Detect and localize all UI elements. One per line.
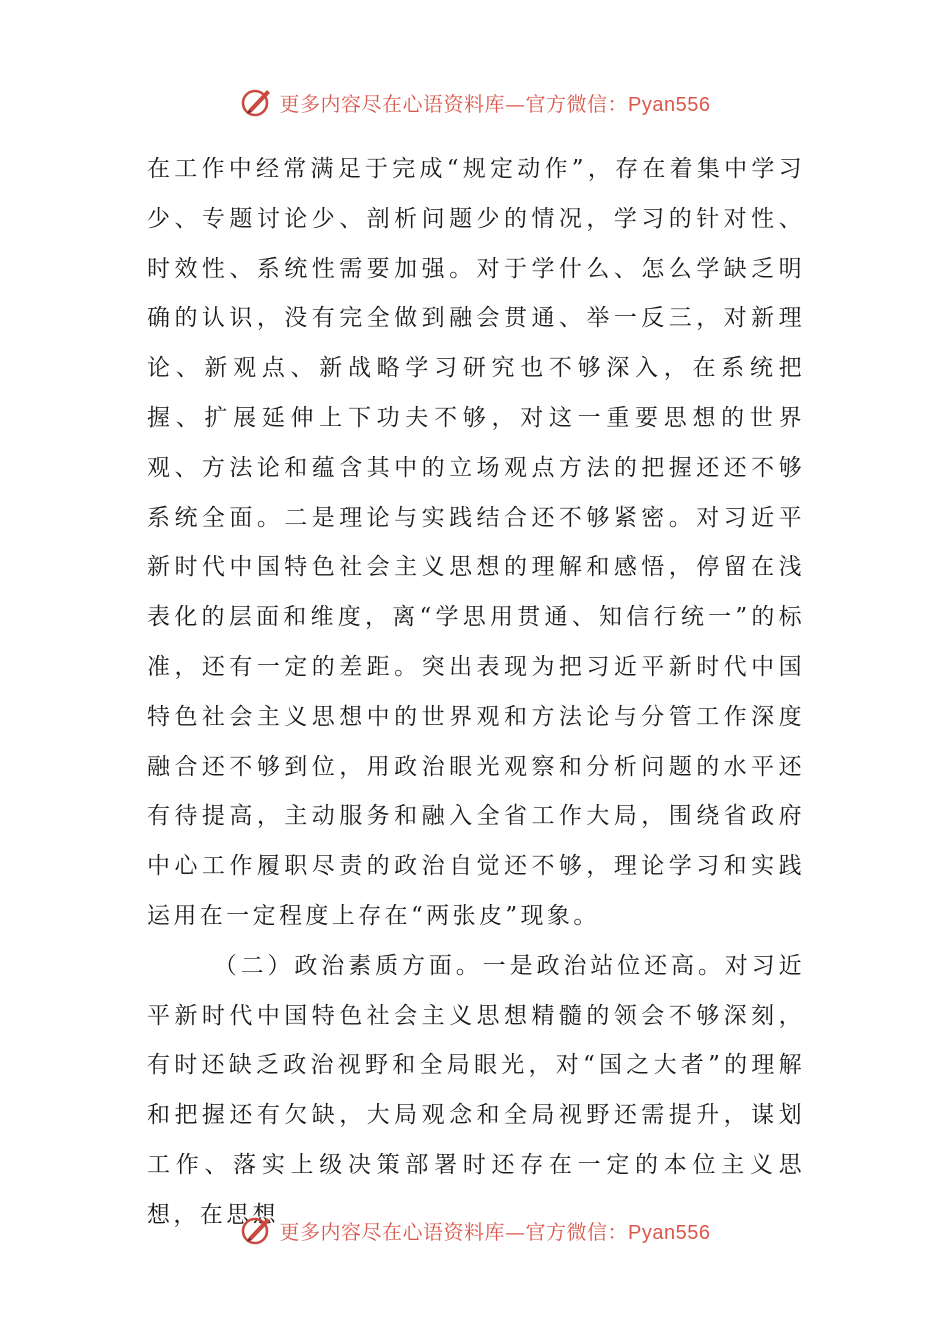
footer-banner	[0, 1210, 950, 1250]
body-paragraph-2: （二）政治素质方面。一是政治站位还高。对习近平新时代中国特色社会主义思想精髓的领会不够深刻，有时还缺乏政治视野和全局眼光，对“国之大者”的理解和把握还有欠缺，大局观念和全局视野还需提升，谋划工作、落实上级决策部署时还存在一定的本位主义思想，在思想	[147, 952, 805, 1228]
pen-circle-logo-icon	[240, 85, 274, 119]
header-banner-text: 更多内容尽在心语资料库—官方微信：Pyan556	[279, 91, 711, 116]
document-body	[147, 145, 805, 1241]
footer-banner-text: 更多内容尽在心语资料库—官方微信：Pyan556	[279, 1219, 711, 1244]
pen-circle-logo-icon	[240, 1213, 274, 1247]
header-wechat-id: Pyan556	[628, 93, 711, 116]
header-banner	[0, 82, 950, 122]
footer-wechat-id: Pyan556	[628, 1221, 711, 1244]
body-paragraph-1: 在工作中经常满足于完成“规定动作”，存在着集中学习少、专题讨论少、剖析问题少的情况，学习的针对性、时效性、系统性需要加强。对于学什么、怎么学缺乏明确的认识，没有完全做到融会贯通、举一反三，对新理论、新观点、新战略学习研究也不够深入，在系统把握、扩展延伸上下功夫不够，对这一重要思想的世界观、方法论和蕴含其中的立场观点方法的把握还还不够系统全面。二是理论与实践结合还不够紧密。对习近平新时代中国特色社会主义思想的理解和感悟，停留在浅表化的层面和维度，离“学思用贯通、知信行统一”的标准，还有一定的差距。突出表现为把习近平新时代中国特色社会主义思想中的世界观和方法论与分管工作深度融合还不够到位，用政治眼光观察和分析问题的水平还有待提高，主动服务和融入全省工作大局，围绕省政府中心工作履职尽责的政治自觉还不够，理论学习和实践运用在一定程度上存在“两张皮”现象。	[147, 156, 805, 929]
